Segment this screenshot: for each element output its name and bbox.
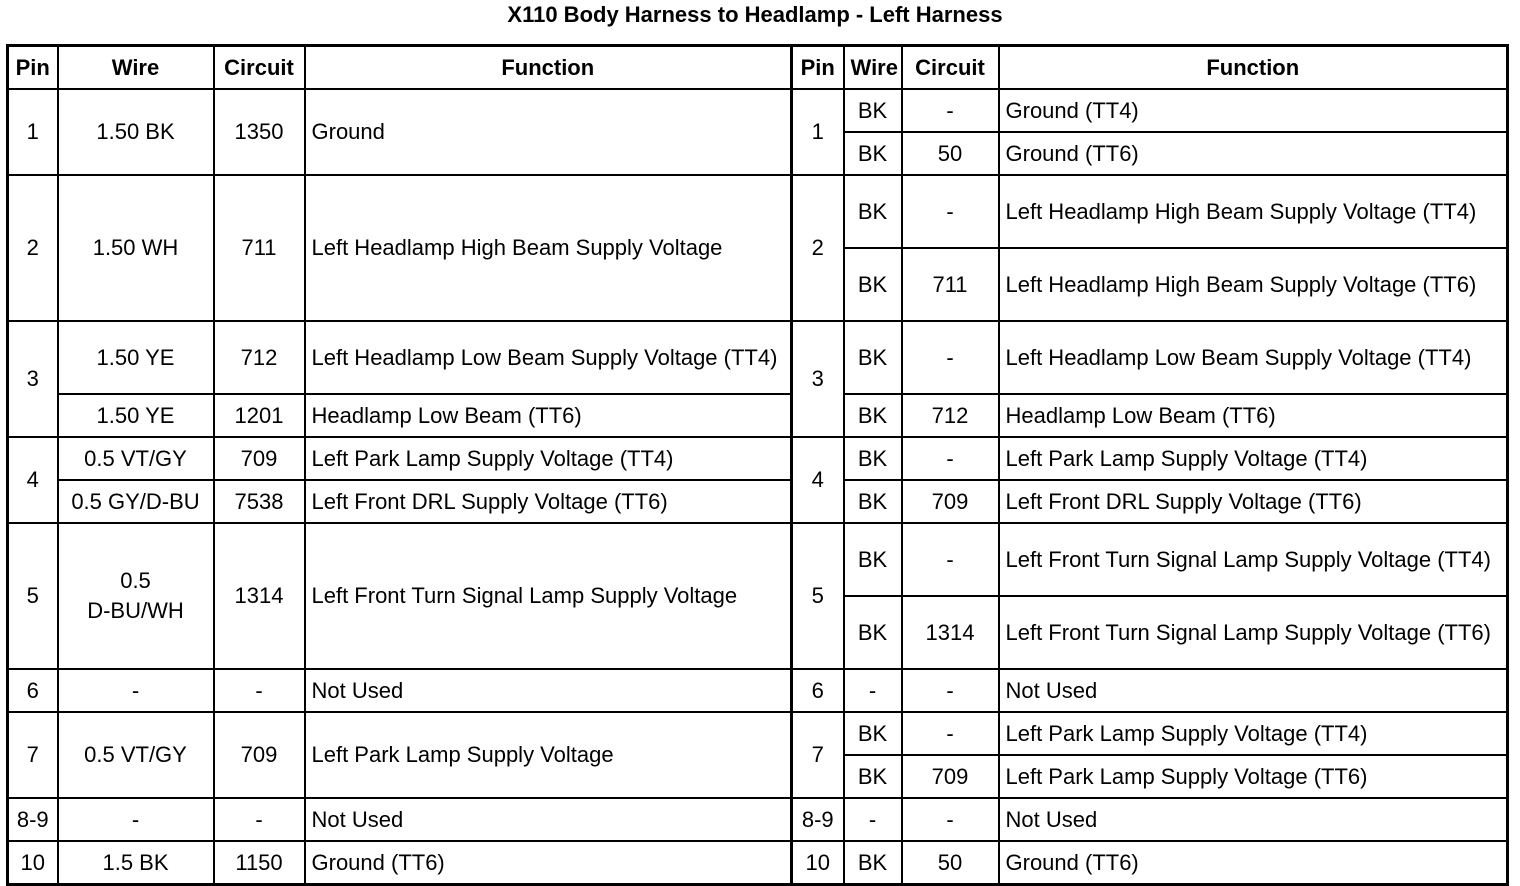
right-pin-cell: 7 <box>792 712 844 798</box>
left-wire-cell: 0.5 GY/D-BU <box>58 480 214 523</box>
right-pin-cell: 10 <box>792 841 844 885</box>
right-circuit-cell: 50 <box>902 132 999 175</box>
table-row <box>8 712 1508 755</box>
left-pin-cell: 5 <box>8 523 58 669</box>
table-row <box>8 841 1508 885</box>
right-wire-cell: BK <box>844 596 902 669</box>
right-function-cell: Headlamp Low Beam (TT6) <box>999 394 1508 437</box>
left-wire-cell: 1.50 YE <box>58 321 214 394</box>
right-wire-cell: BK <box>844 523 902 596</box>
right-wire-cell: BK <box>844 480 902 523</box>
wire-gauge: 0.5 <box>120 568 151 593</box>
page-title: X110 Body Harness to Headlamp - Left Harness <box>507 2 1003 27</box>
left-function-cell: Ground <box>305 89 792 175</box>
right-pin-cell: 8-9 <box>792 798 844 841</box>
right-circuit-cell: - <box>902 321 999 394</box>
right-function-cell: Left Headlamp High Beam Supply Voltage (TT6) <box>999 248 1508 321</box>
table-row <box>8 798 1508 841</box>
table-row <box>8 321 1508 394</box>
left-function-cell: Not Used <box>305 798 792 841</box>
table-row <box>8 480 1508 523</box>
left-pin-cell: 6 <box>8 669 58 712</box>
left-wire-cell: - <box>58 669 214 712</box>
table-row <box>8 89 1508 132</box>
right-wire-cell: BK <box>844 755 902 798</box>
right-circuit-cell: 712 <box>902 394 999 437</box>
left-circuit-cell: - <box>214 798 305 841</box>
table-row <box>8 523 1508 596</box>
right-circuit-cell: - <box>902 669 999 712</box>
right-circuit-cell: 1314 <box>902 596 999 669</box>
right-pin-cell: 4 <box>792 437 844 523</box>
left-pin-cell: 1 <box>8 89 58 175</box>
table-row <box>8 437 1508 480</box>
right-function-cell: Left Front DRL Supply Voltage (TT6) <box>999 480 1508 523</box>
left-function-cell: Left Park Lamp Supply Voltage <box>305 712 792 798</box>
right-wire-cell: BK <box>844 321 902 394</box>
left-circuit-cell: 1150 <box>214 841 305 885</box>
right-function-cell: Left Headlamp Low Beam Supply Voltage (TT4) <box>999 321 1508 394</box>
left-circuit-cell: 709 <box>214 712 305 798</box>
right-circuit-cell: - <box>902 437 999 480</box>
left-function-cell: Left Headlamp Low Beam Supply Voltage (TT4) <box>305 321 792 394</box>
left-circuit-cell: 709 <box>214 437 305 480</box>
left-wire-cell: 1.50 WH <box>58 175 214 321</box>
wire-color: D-BU/WH <box>87 598 184 623</box>
left-circuit-cell: 1350 <box>214 89 305 175</box>
left-pin-cell: 8-9 <box>8 798 58 841</box>
right-circuit-cell: 50 <box>902 841 999 885</box>
right-function-cell: Not Used <box>999 669 1508 712</box>
right-wire-cell: BK <box>844 132 902 175</box>
right-wire-cell: BK <box>844 437 902 480</box>
right-pin-cell: 1 <box>792 89 844 175</box>
right-function-cell: Left Park Lamp Supply Voltage (TT4) <box>999 437 1508 480</box>
left-wire-cell: 1.5 BK <box>58 841 214 885</box>
left-function-header: Function <box>305 46 792 90</box>
right-function-cell: Ground (TT6) <box>999 841 1508 885</box>
right-function-cell: Ground (TT4) <box>999 89 1508 132</box>
right-function-cell: Left Park Lamp Supply Voltage (TT6) <box>999 755 1508 798</box>
left-wire-header: Wire <box>58 46 214 90</box>
left-function-cell: Left Headlamp High Beam Supply Voltage <box>305 175 792 321</box>
left-wire-cell: - <box>58 798 214 841</box>
left-circuit-cell: 7538 <box>214 480 305 523</box>
right-function-cell: Left Front Turn Signal Lamp Supply Voltage (TT4) <box>999 523 1508 596</box>
header-row <box>8 46 1508 90</box>
right-pin-cell: 6 <box>792 669 844 712</box>
left-function-cell: Headlamp Low Beam (TT6) <box>305 394 792 437</box>
right-circuit-cell: - <box>902 523 999 596</box>
left-wire-cell: 0.5 VT/GY <box>58 437 214 480</box>
right-wire-cell: BK <box>844 841 902 885</box>
left-wire-cell: 1.50 BK <box>58 89 214 175</box>
right-circuit-cell: 709 <box>902 480 999 523</box>
right-circuit-cell: - <box>902 89 999 132</box>
left-pin-cell: 4 <box>8 437 58 523</box>
left-pin-cell: 7 <box>8 712 58 798</box>
right-function-header: Function <box>999 46 1508 90</box>
right-function-cell: Ground (TT6) <box>999 132 1508 175</box>
right-function-cell: Left Park Lamp Supply Voltage (TT4) <box>999 712 1508 755</box>
right-pin-cell: 2 <box>792 175 844 321</box>
right-wire-cell: BK <box>844 248 902 321</box>
left-wire-cell: 1.50 YE <box>58 394 214 437</box>
right-pin-cell: 5 <box>792 523 844 669</box>
right-circuit-cell: - <box>902 712 999 755</box>
left-function-cell: Left Front DRL Supply Voltage (TT6) <box>305 480 792 523</box>
left-wire-cell: 0.5 VT/GY <box>58 712 214 798</box>
left-circuit-header: Circuit <box>214 46 305 90</box>
left-function-cell: Left Front Turn Signal Lamp Supply Voltage <box>305 523 792 669</box>
right-circuit-header: Circuit <box>902 46 999 90</box>
left-function-cell: Ground (TT6) <box>305 841 792 885</box>
right-circuit-cell: - <box>902 175 999 248</box>
right-function-cell: Not Used <box>999 798 1508 841</box>
pinout-table <box>6 44 1509 886</box>
left-function-cell: Not Used <box>305 669 792 712</box>
right-pin-cell: 3 <box>792 321 844 437</box>
left-wire-cell <box>58 523 214 669</box>
right-circuit-cell: 711 <box>902 248 999 321</box>
right-wire-cell: BK <box>844 89 902 132</box>
left-pin-cell: 10 <box>8 841 58 885</box>
left-circuit-cell: 711 <box>214 175 305 321</box>
right-wire-cell: - <box>844 669 902 712</box>
right-wire-cell: BK <box>844 712 902 755</box>
right-pin-header: Pin <box>792 46 844 90</box>
right-circuit-cell: - <box>902 798 999 841</box>
left-function-cell: Left Park Lamp Supply Voltage (TT4) <box>305 437 792 480</box>
right-wire-cell: - <box>844 798 902 841</box>
left-circuit-cell: - <box>214 669 305 712</box>
table-row <box>8 394 1508 437</box>
right-wire-cell: BK <box>844 394 902 437</box>
left-pin-cell: 3 <box>8 321 58 437</box>
right-wire-header: Wire <box>844 46 902 90</box>
left-pin-header: Pin <box>8 46 58 90</box>
left-pin-cell: 2 <box>8 175 58 321</box>
right-function-cell: Left Headlamp High Beam Supply Voltage (TT4) <box>999 175 1508 248</box>
right-function-cell: Left Front Turn Signal Lamp Supply Voltage (TT6) <box>999 596 1508 669</box>
left-circuit-cell: 1314 <box>214 523 305 669</box>
right-wire-cell: BK <box>844 175 902 248</box>
right-circuit-cell: 709 <box>902 755 999 798</box>
table-row <box>8 669 1508 712</box>
table-row <box>8 175 1508 248</box>
left-circuit-cell: 1201 <box>214 394 305 437</box>
left-circuit-cell: 712 <box>214 321 305 394</box>
